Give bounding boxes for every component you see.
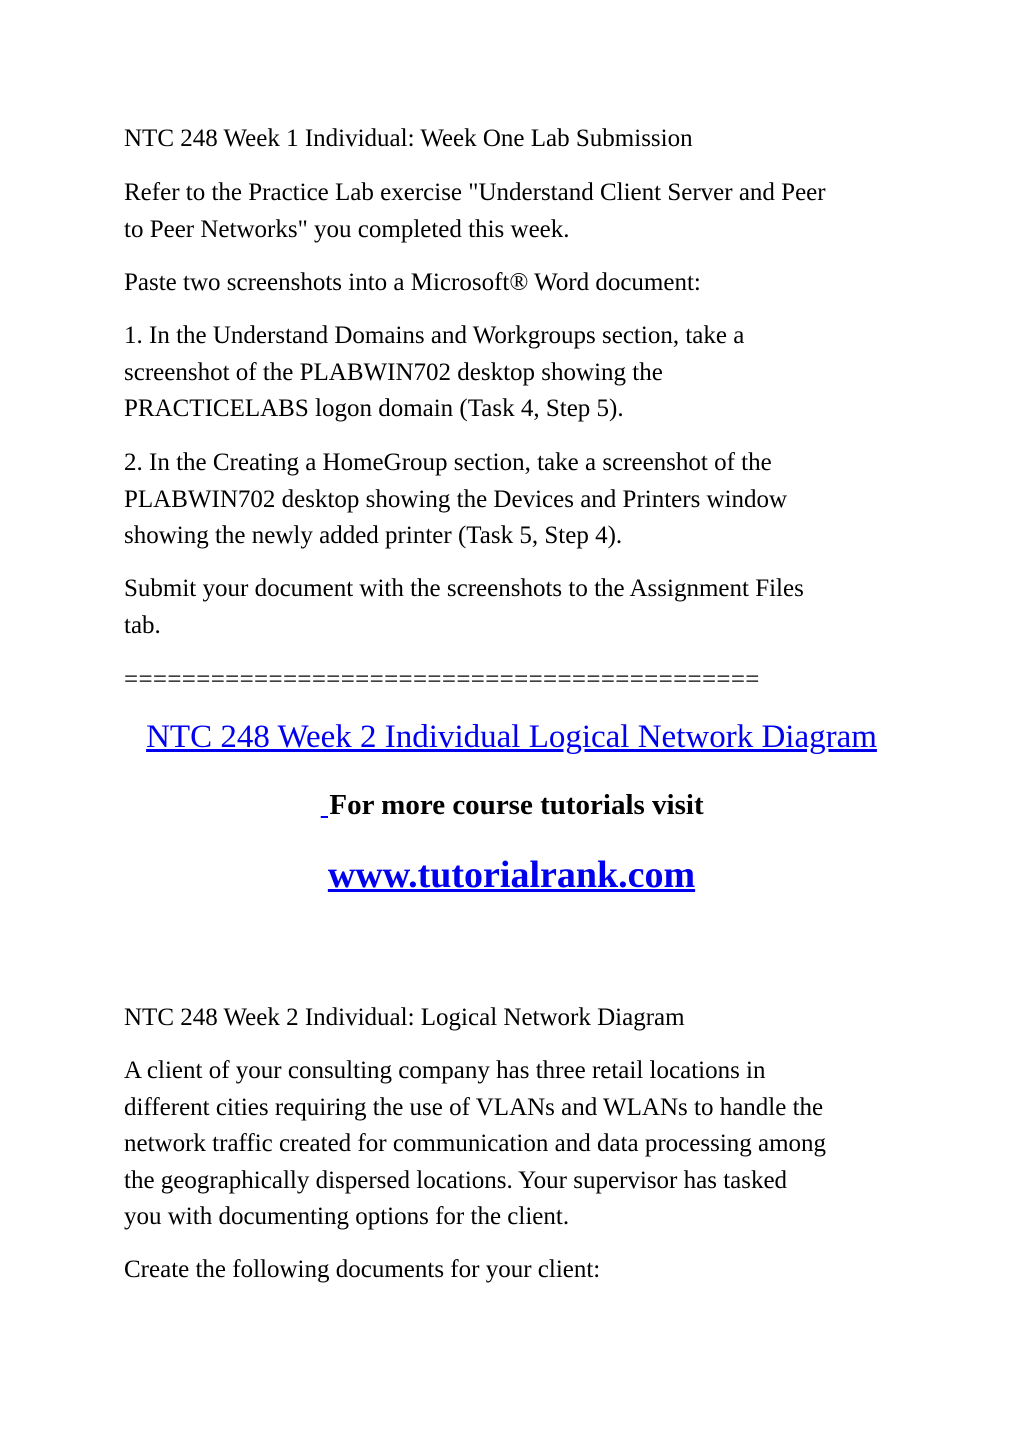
week1-paste-instruction: Paste two screenshots into a Microsoft® Word document: — [124, 269, 701, 296]
week2-title: NTC 248 Week 2 Individual: Logical Network Diagram — [124, 1004, 685, 1031]
promo-text: For more course tutorials visit — [0, 786, 1023, 824]
week1-submit — [124, 571, 904, 644]
week1-item-2-line: PLABWIN702 desktop showing the Devices and Printers window — [124, 485, 788, 513]
week2-body-line: different cities requiring the use of VLANs and WLANs to handle the — [124, 1093, 824, 1121]
week1-intro — [124, 175, 904, 248]
week2-heading-link[interactable]: NTC 248 Week 2 Individual Logical Network Diagram — [146, 719, 877, 755]
week1-item-2-line: showing the newly added printer (Task 5, Step 4). — [124, 522, 623, 549]
week2-body-line: the geographically dispersed locations. Your supervisor has tasked — [124, 1166, 788, 1194]
week1-intro-line: Refer to the Practice Lab exercise "Understand Client Server and Peer — [124, 179, 826, 206]
tutorialrank-link[interactable]: www.tutorialrank.com — [327, 854, 696, 896]
week1-item-2 — [124, 445, 904, 555]
week2-body-line: you with documenting options for the client. — [124, 1203, 570, 1230]
separator-line: ============================================ — [124, 666, 760, 693]
week1-title: NTC 248 Week 1 Individual: Week One Lab Submission — [124, 125, 693, 152]
promo-link-stub[interactable] — [319, 786, 329, 824]
week2-body — [124, 1053, 904, 1236]
week2-body-line: network traffic created for communication and data processing among — [124, 1130, 827, 1157]
week1-submit-line: Submit your document with the screenshots to the Assignment Files — [124, 575, 804, 602]
week1-item-1-line: screenshot of the PLABWIN702 desktop showing the — [124, 358, 663, 386]
week1-submit-line: tab. — [124, 611, 161, 639]
week1-intro-line: to Peer Networks" you completed this week. — [124, 215, 570, 243]
week1-item-1 — [124, 318, 904, 428]
week1-item-1-line: PRACTICELABS logon domain (Task 4, Step 5). — [124, 395, 624, 422]
week1-item-1-line: 1. In the Understand Domains and Workgroups section, take a — [124, 322, 745, 349]
week1-item-2-line: 2. In the Creating a HomeGroup section, take a screenshot of the — [124, 449, 772, 476]
week2-body-line: A client of your consulting company has three retail locations in — [124, 1057, 766, 1084]
week2-create-instruction: Create the following documents for your client: — [124, 1256, 601, 1283]
